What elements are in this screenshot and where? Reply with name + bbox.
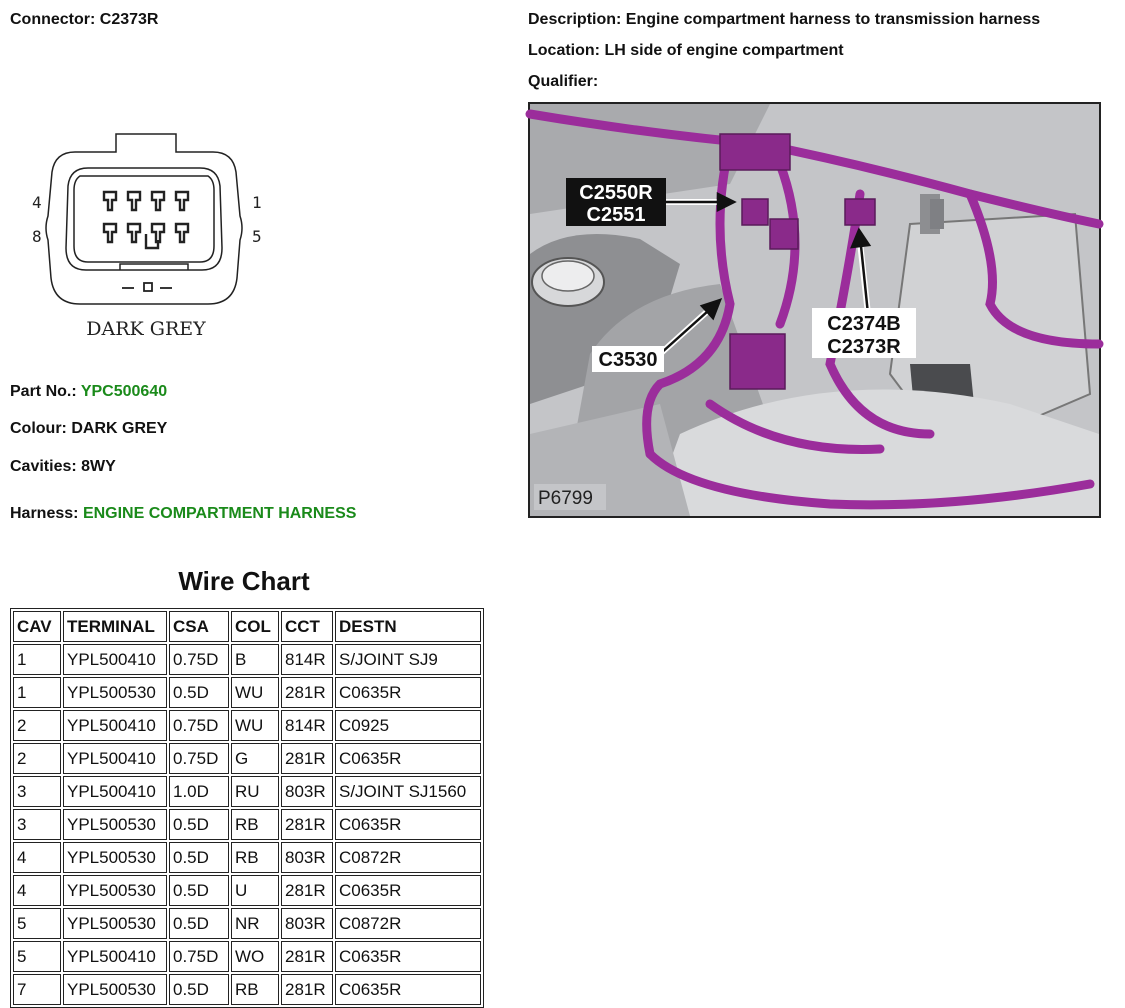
cell-col: WU — [231, 710, 279, 741]
table-row — [13, 677, 481, 708]
cell-terminal: YPL500410 — [63, 776, 167, 807]
cell-terminal: YPL500530 — [63, 677, 167, 708]
cell-col: RB — [231, 809, 279, 840]
cell-cav: 5 — [13, 908, 61, 939]
cell-col: B — [231, 644, 279, 675]
pin-label-1: 1 — [252, 193, 262, 212]
cell-cct: 281R — [281, 974, 333, 1005]
part-no-label: Part No.: — [10, 383, 77, 400]
part-no-link[interactable]: YPC500640 — [80, 383, 168, 400]
cell-terminal: YPL500530 — [63, 842, 167, 873]
cell-csa: 0.75D — [169, 644, 229, 675]
cavities-value: 8WY — [81, 458, 116, 475]
connector-face-diagram — [28, 126, 262, 346]
cell-col: RB — [231, 974, 279, 1005]
callout-c2551: C2551 — [586, 204, 646, 226]
cell-col: RB — [231, 842, 279, 873]
table-row — [13, 908, 481, 939]
cell-destn: C0635R — [335, 941, 481, 972]
cell-cav: 1 — [13, 644, 61, 675]
callout-c3530: C3530 — [598, 349, 658, 371]
location-photo — [528, 102, 1101, 518]
cell-terminal: YPL500410 — [63, 743, 167, 774]
cell-csa: 0.75D — [169, 941, 229, 972]
location-value: LH side of engine compartment — [604, 42, 844, 59]
photo-ref: P6799 — [538, 488, 593, 509]
qualifier-label: Qualifier: — [528, 73, 599, 90]
cell-cct: 281R — [281, 809, 333, 840]
cell-terminal: YPL500410 — [63, 941, 167, 972]
pin-label-5: 5 — [252, 227, 262, 246]
cell-cav: 1 — [13, 677, 61, 708]
connector-value: C2373R — [99, 11, 159, 28]
description-value: Engine compartment harness to transmission harness — [625, 11, 1041, 28]
cell-col: NR — [231, 908, 279, 939]
qualifier-line — [528, 73, 598, 91]
callout-c2550r: C2550R — [579, 182, 653, 204]
diagram-colour-caption: DARK GREY — [86, 318, 206, 340]
cell-destn: S/JOINT SJ1560 — [335, 776, 481, 807]
table-row — [13, 776, 481, 807]
table-row — [13, 974, 481, 1005]
cell-col: WO — [231, 941, 279, 972]
cell-csa: 0.5D — [169, 809, 229, 840]
cell-cav: 4 — [13, 842, 61, 873]
cell-destn: C0635R — [335, 809, 481, 840]
cell-cav: 3 — [13, 776, 61, 807]
description-label: Description: — [528, 11, 622, 28]
cell-csa: 0.5D — [169, 974, 229, 1005]
cell-csa: 0.75D — [169, 743, 229, 774]
connector-line — [10, 11, 158, 29]
harness-label: Harness: — [10, 505, 79, 522]
cell-cav: 2 — [13, 743, 61, 774]
cavities-line — [10, 458, 116, 476]
cell-col: G — [231, 743, 279, 774]
cell-terminal: YPL500530 — [63, 908, 167, 939]
wire-chart-table — [10, 608, 484, 1008]
colour-value: DARK GREY — [71, 420, 168, 437]
cell-cav: 2 — [13, 710, 61, 741]
cell-destn: C0635R — [335, 875, 481, 906]
table-row — [13, 809, 481, 840]
wire-chart-body — [13, 644, 481, 1005]
wire-chart-title: Wire Chart — [178, 566, 310, 596]
table-header-row — [13, 611, 481, 642]
table-row — [13, 941, 481, 972]
cell-cav: 5 — [13, 941, 61, 972]
cell-cct: 281R — [281, 941, 333, 972]
cell-col: RU — [231, 776, 279, 807]
cell-cct: 803R — [281, 842, 333, 873]
table-row — [13, 842, 481, 873]
callout-c2374b: C2374B — [827, 313, 901, 335]
cell-destn: C0635R — [335, 677, 481, 708]
cell-cct: 281R — [281, 677, 333, 708]
cell-cav: 4 — [13, 875, 61, 906]
col-header-csa: CSA — [169, 611, 229, 642]
col-header-destn: DESTN — [335, 611, 481, 642]
col-header-terminal: TERMINAL — [63, 611, 167, 642]
colour-label: Colour: — [10, 420, 67, 437]
cell-cct: 803R — [281, 776, 333, 807]
cell-terminal: YPL500530 — [63, 809, 167, 840]
pin-label-4: 4 — [32, 193, 42, 212]
harness-link[interactable]: ENGINE COMPARTMENT HARNESS — [82, 505, 357, 522]
cavities-label: Cavities: — [10, 458, 77, 475]
cell-col: WU — [231, 677, 279, 708]
table-row — [13, 710, 481, 741]
cell-cct: 803R — [281, 908, 333, 939]
cell-destn: C0635R — [335, 974, 481, 1005]
cell-destn: C0872R — [335, 908, 481, 939]
cell-csa: 1.0D — [169, 776, 229, 807]
cell-cav: 7 — [13, 974, 61, 1005]
harness-line — [10, 505, 356, 523]
table-row — [13, 875, 481, 906]
cell-destn: C0872R — [335, 842, 481, 873]
cell-cct: 281R — [281, 743, 333, 774]
connector-label: Connector: — [10, 11, 96, 28]
cell-terminal: YPL500530 — [63, 974, 167, 1005]
cell-cav: 3 — [13, 809, 61, 840]
location-line — [528, 42, 844, 60]
col-header-cav: CAV — [13, 611, 61, 642]
table-row — [13, 743, 481, 774]
cell-cct: 281R — [281, 875, 333, 906]
cell-terminal: YPL500530 — [63, 875, 167, 906]
col-header-col: COL — [231, 611, 279, 642]
cell-col: U — [231, 875, 279, 906]
col-header-cct: CCT — [281, 611, 333, 642]
description-line — [528, 11, 1040, 29]
cell-csa: 0.5D — [169, 908, 229, 939]
colour-line — [10, 420, 167, 438]
callout-c2373r: C2373R — [827, 336, 901, 358]
cell-destn: S/JOINT SJ9 — [335, 644, 481, 675]
cell-cct: 814R — [281, 644, 333, 675]
table-row — [13, 644, 481, 675]
location-label: Location: — [528, 42, 600, 59]
cell-destn: C0635R — [335, 743, 481, 774]
cell-csa: 0.5D — [169, 677, 229, 708]
cell-destn: C0925 — [335, 710, 481, 741]
cell-csa: 0.5D — [169, 842, 229, 873]
cell-csa: 0.75D — [169, 710, 229, 741]
pin-label-8: 8 — [32, 227, 42, 246]
cell-cct: 814R — [281, 710, 333, 741]
cell-terminal: YPL500410 — [63, 710, 167, 741]
part-no-line — [10, 383, 167, 401]
cell-terminal: YPL500410 — [63, 644, 167, 675]
engine-bay-illustration — [530, 104, 1099, 516]
cell-csa: 0.5D — [169, 875, 229, 906]
